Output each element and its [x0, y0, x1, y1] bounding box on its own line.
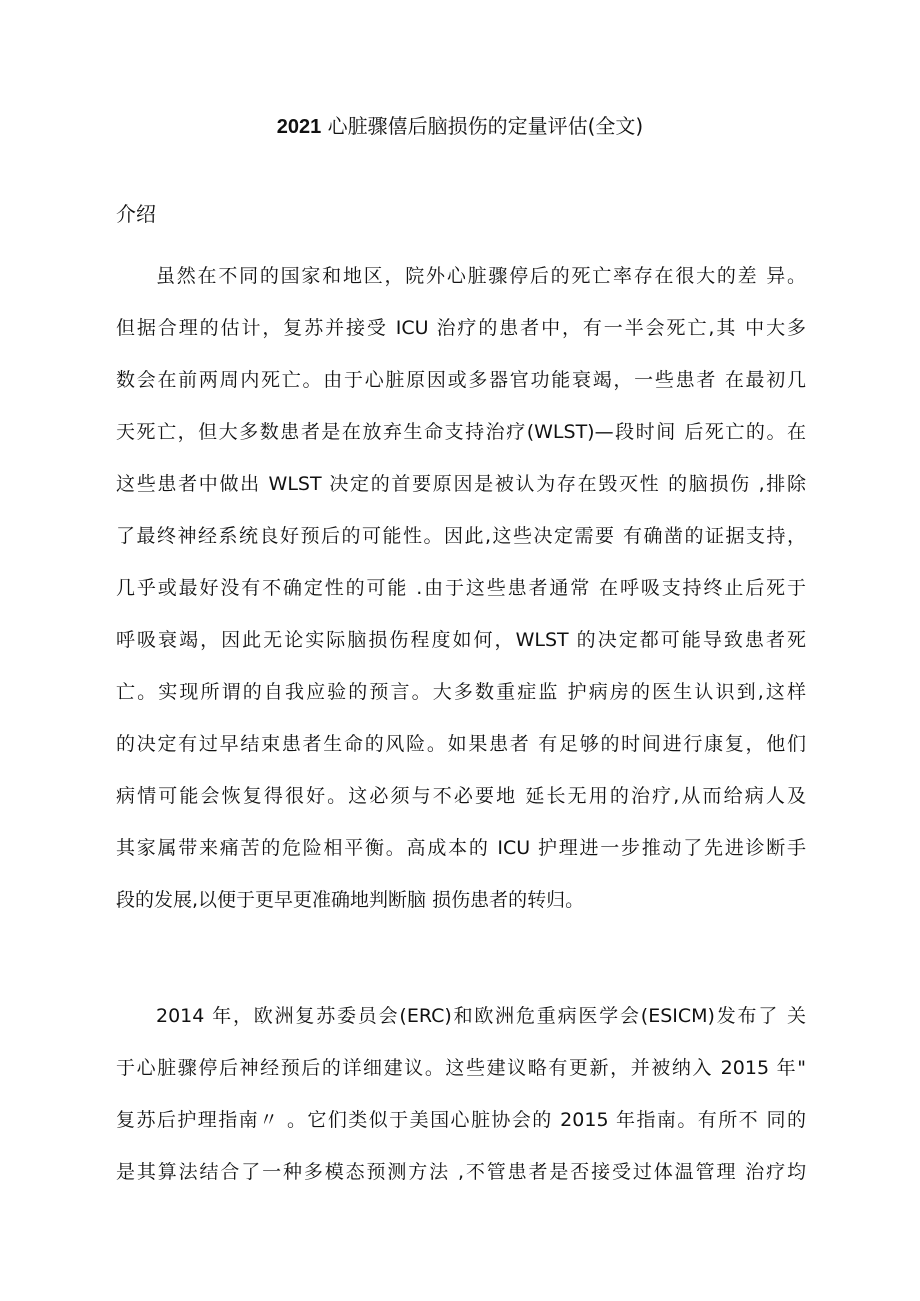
paragraph-line: 于心脏骤停后神经预后的详细建议。这些建议略有更新，并被纳入 2015 年"	[116, 1057, 806, 1079]
paragraph-line: 天死亡，但大多数患者是在放弃生命支持治疗(WLST)—段时间 后死亡的。在	[116, 421, 806, 443]
paragraph-guidelines	[116, 1002, 806, 1210]
section-heading: 介绍	[116, 202, 156, 226]
paragraph-line: 复苏后护理指南〃 。它们类似于美国心脏协会的 2015 年指南。有所不 同的	[116, 1109, 806, 1131]
paragraph-line: 了最终神经系统良好预后的可能性。因此,这些决定需要 有确凿的证据支持，	[116, 525, 806, 547]
paragraph-line: 其家属带来痛苦的危险相平衡。高成本的 ICU 护理进一步推动了先进诊断手	[116, 837, 806, 859]
paragraph-line: 几乎或最好没有不确定性的可能 .由于这些患者通常 在呼吸支持终止后死于	[116, 577, 806, 599]
title-year: 2021	[276, 116, 322, 138]
title-text: 心脏骤僖后脑损伤的定量评估(全文)	[327, 114, 644, 138]
paragraph-line: 数会在前两周内死亡。由于心脏原因或多器官功能衰竭，一些患者 在最初几	[116, 369, 806, 391]
paragraph-line: 是其算法结合了一种多模态预测方法 ,不管患者是否接受过体温管理 治疗均	[116, 1161, 806, 1183]
paragraph-introduction	[116, 262, 806, 938]
paragraph-line: 2014 年，欧洲复苏委员会(ERC)和欧洲危重病医学会(ESICM)发布了 关	[156, 1005, 806, 1027]
paragraph-line: 亡。实现所谓的自我应验的预言。大多数重症监 护病房的医生认识到,这样	[116, 681, 806, 703]
paragraph-line: 的决定有过早结束患者生命的风险。如果患者 有足够的时间进行康复，他们	[116, 733, 806, 755]
paragraph-line: 病情可能会恢复得很好。这必须与不必要地 延长无用的治疗,从而给病人及	[116, 785, 806, 807]
paragraph-line: 呼吸衰竭，因此无论实际脑损伤程度如何，WLST 的决定都可能导致患者死	[116, 629, 806, 651]
document-title	[0, 112, 920, 141]
paragraph-line: 这些患者中做出 WLST 决定的首要原因是被认为存在毁灭性 的脑损伤 ,排除	[116, 473, 806, 495]
paragraph-line: 但据合理的估计，复苏并接受 ICU 治疗的患者中，有一半会死亡,其 中大多	[116, 317, 806, 339]
paragraph-line: 虽然在不同的国家和地区，院外心脏骤停后的死亡率存在很大的差 异。	[156, 265, 806, 287]
paragraph-line: 段的发展,以便于更早更准确地判断脑 损伤患者的转归。	[116, 889, 585, 911]
